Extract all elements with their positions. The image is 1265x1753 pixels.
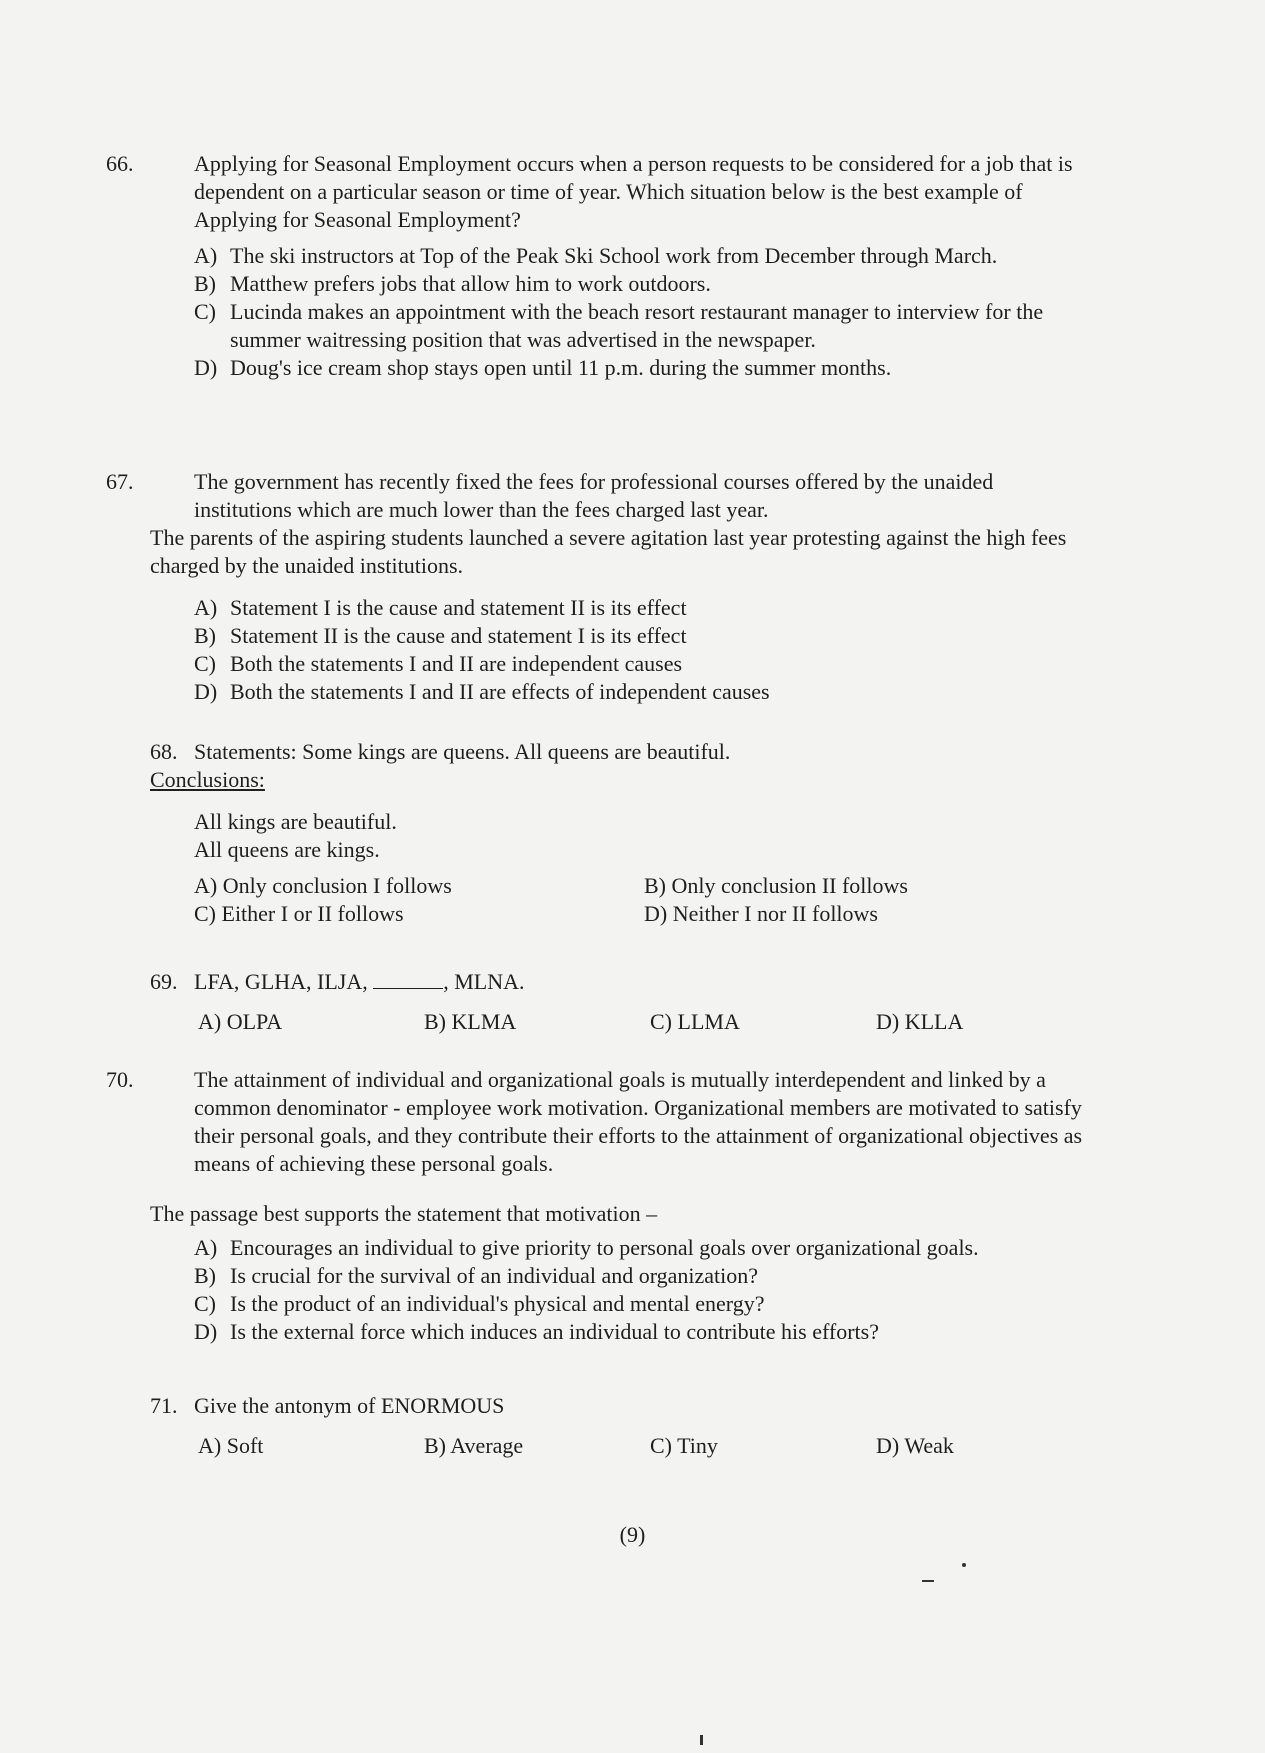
question-stem — [150, 738, 1095, 766]
series-end: , MLNA. — [443, 969, 525, 994]
statements: Statements: Some kings are queens. All queens are beautiful. — [194, 739, 731, 764]
option-text: Average — [450, 1433, 524, 1458]
option-text: Encourages an individual to give priority to personal goals over organizational goals. — [230, 1235, 979, 1260]
option-text: OLPA — [226, 1009, 283, 1034]
option-text: Statement II is the cause and statement I is its effect — [230, 623, 687, 648]
option-label: C) — [650, 1433, 672, 1458]
option-label: D) — [876, 1433, 900, 1458]
answer-blank — [373, 970, 443, 989]
option-label: D) — [194, 355, 218, 380]
option-b — [424, 1008, 650, 1036]
question-68 — [150, 738, 1095, 928]
option-a — [194, 872, 644, 900]
conclusions-heading: Conclusions: — [150, 767, 265, 792]
option-label: C) — [194, 901, 216, 926]
question-stem — [150, 968, 1095, 996]
option-a — [194, 1234, 1095, 1262]
option-d — [644, 900, 1044, 928]
option-d — [194, 678, 1095, 706]
question-69 — [150, 968, 1095, 1036]
option-d — [876, 1008, 1076, 1036]
option-text: Only conclusion II follows — [671, 873, 908, 898]
option-b — [424, 1432, 650, 1460]
question-prompt: The passage best supports the statement that motivation – — [150, 1201, 658, 1226]
option-text: KLLA — [904, 1009, 964, 1034]
question-number: 69. — [150, 969, 178, 994]
option-label: C) — [194, 651, 216, 676]
option-c — [194, 650, 1095, 678]
option-label: C) — [194, 299, 216, 324]
question-text: Applying for Seasonal Employment occurs when a person requests to be considered for a job that is dependent on a particular season or time of year. Which situation below is the best example of Applying for Seasonal Employment? — [194, 151, 1073, 232]
question-number: 71. — [150, 1393, 178, 1418]
question-stem — [106, 150, 1095, 234]
option-text: Lucinda makes an appointment with the beach resort restaurant manager to interview for the summer waitressing position that was advertised in the newspaper. — [230, 299, 1044, 352]
option-text: Is the product of an individual's physical and mental energy? — [230, 1291, 765, 1316]
question-number: 68. — [150, 739, 178, 764]
option-c — [194, 900, 644, 928]
option-c — [650, 1432, 876, 1460]
question-66 — [106, 150, 1095, 382]
passage: The attainment of individual and organizational goals is mutually interdependent and linked by a common denominator - employee work motivation. Organizational members are motivated to satisfy their personal goals, and they contribute their efforts to the attainment of organizational objectives as means of achieving these personal goals. — [194, 1067, 1083, 1176]
option-text: Statement I is the cause and statement II is its effect — [230, 595, 687, 620]
option-label: B) — [424, 1009, 446, 1034]
option-text: Both the statements I and II are independent causes — [230, 651, 683, 676]
option-label: A) — [198, 1433, 222, 1458]
conclusion-1: All kings are beautiful. — [194, 809, 397, 834]
question-stem — [106, 1066, 1095, 1178]
option-label: B) — [644, 873, 666, 898]
option-text: Matthew prefers jobs that allow him to work outdoors. — [230, 271, 711, 296]
page-number: (9) — [619, 1522, 646, 1547]
option-text: Tiny — [677, 1433, 718, 1458]
option-a — [194, 594, 1095, 622]
statement-2: The parents of the aspiring students launched a severe agitation last year protesting against the high fees charged by the unaided institutions. — [150, 525, 1067, 578]
question-67 — [106, 468, 1095, 706]
options-list — [194, 594, 1095, 706]
option-text: Is the external force which induces an individual to contribute his efforts? — [230, 1319, 879, 1344]
option-label: B) — [194, 623, 216, 648]
option-c — [194, 298, 1095, 354]
question-stem — [106, 468, 1095, 524]
option-c — [650, 1008, 876, 1036]
option-label: D) — [876, 1009, 900, 1034]
option-text: Both the statements I and II are effects of independent causes — [230, 679, 770, 704]
question-number: 67. — [106, 469, 134, 494]
scan-speck — [700, 1735, 703, 1745]
option-label: C) — [194, 1291, 216, 1316]
scan-speck — [962, 1563, 966, 1567]
option-label: C) — [650, 1009, 672, 1034]
option-a — [194, 242, 1095, 270]
option-label: B) — [424, 1433, 446, 1458]
option-label: D) — [194, 1319, 218, 1344]
option-label: B) — [194, 271, 216, 296]
option-b — [644, 872, 1044, 900]
conclusion-2: All queens are kings. — [194, 837, 380, 862]
question-stem — [150, 1392, 1095, 1420]
option-b — [194, 622, 1095, 650]
question-71 — [150, 1392, 1095, 1460]
option-label: A) — [198, 1009, 222, 1034]
option-text: Is crucial for the survival of an individual and organization? — [230, 1263, 759, 1288]
option-label: D) — [644, 901, 668, 926]
option-d — [194, 1318, 1095, 1346]
series-start: LFA, GLHA, ILJA, — [194, 969, 368, 994]
option-text: Either I or II follows — [221, 901, 404, 926]
option-d — [876, 1432, 1076, 1460]
question-number: 70. — [106, 1067, 134, 1092]
question-number: 66. — [106, 151, 134, 176]
option-a — [198, 1008, 424, 1036]
option-text: Soft — [226, 1433, 264, 1458]
option-a — [198, 1432, 424, 1460]
statement-1: The government has recently fixed the fees for professional courses offered by the unaided institutions which are much lower than the fees charged last year. — [194, 469, 994, 522]
option-b — [194, 270, 1095, 298]
options-list — [194, 872, 1095, 928]
option-b — [194, 1262, 1095, 1290]
question-70 — [106, 1066, 1095, 1346]
option-label: A) — [194, 243, 218, 268]
option-label: A) — [194, 873, 218, 898]
question-text: Give the antonym of ENORMOUS — [194, 1393, 505, 1418]
option-label: D) — [194, 679, 218, 704]
options-list — [198, 1008, 1095, 1036]
option-d — [194, 354, 1095, 382]
options-list — [194, 1234, 1095, 1346]
options-list — [198, 1432, 1095, 1460]
option-text: Only conclusion I follows — [222, 873, 452, 898]
option-label: A) — [194, 1235, 218, 1260]
option-text: Neither I nor II follows — [672, 901, 878, 926]
options-list — [194, 242, 1095, 382]
option-text: LLMA — [677, 1009, 740, 1034]
option-label: A) — [194, 595, 218, 620]
option-text: Doug's ice cream shop stays open until 11 p.m. during the summer months. — [230, 355, 892, 380]
option-label: B) — [194, 1263, 216, 1288]
scan-speck — [922, 1580, 934, 1582]
option-c — [194, 1290, 1095, 1318]
option-text: KLMA — [451, 1009, 517, 1034]
conclusions-list — [194, 808, 1095, 864]
option-text: Weak — [904, 1433, 954, 1458]
option-text: The ski instructors at Top of the Peak Ski School work from December through March. — [230, 243, 998, 268]
